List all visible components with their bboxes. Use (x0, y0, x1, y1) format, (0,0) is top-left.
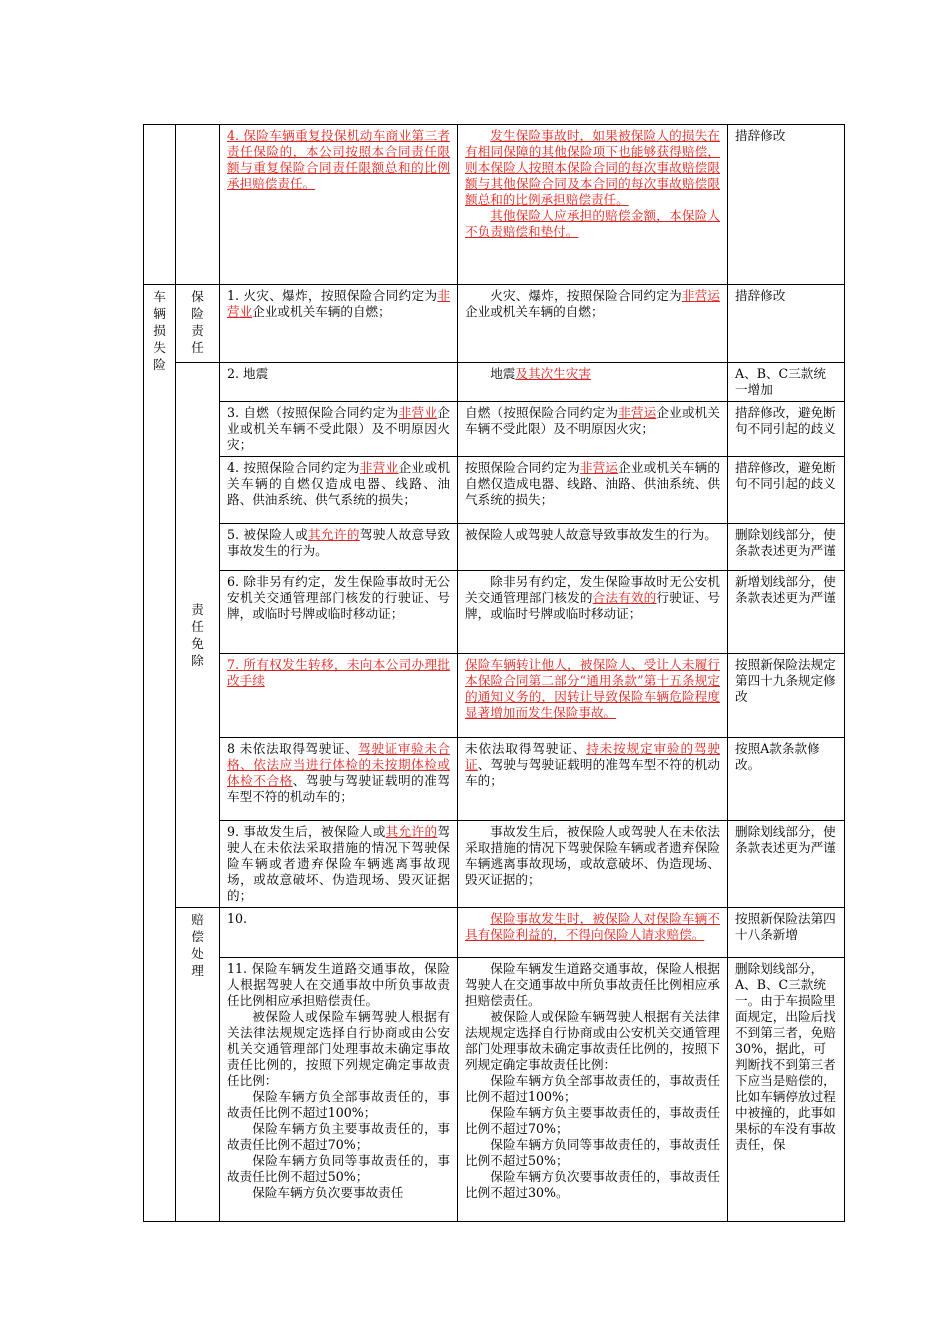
clause-text: 驾驶人故意导致事故发生的行为。 (227, 527, 451, 558)
clause-paragraph: 保险车辆方负次要事故责任 (252, 1185, 404, 1200)
table-row (144, 958, 845, 1222)
revised-text: 非营业 (359, 460, 399, 475)
clause-paragraph: 保险车辆方负同等事故责任的，事故责任比例不超过50%； (465, 1137, 720, 1168)
revised-text: 7. 所有权发生转移，未向本公司办理批改手续 (227, 657, 450, 688)
section-label: 车辆损失险 (153, 289, 166, 372)
new-clause-cell (458, 654, 728, 738)
new-clause-cell (458, 285, 728, 363)
new-clause-cell (458, 457, 728, 524)
revised-text: 非营业 (227, 288, 450, 319)
clause-text: 4. 按照保险合同约定为 (227, 460, 360, 475)
note-cell: 按照新保险法规定第四十九条规定修改 (728, 654, 845, 738)
new-clause-cell (458, 738, 728, 821)
revised-text: 非营运 (618, 405, 657, 420)
clause-text: 9. 事故发生后，被保险人或 (227, 824, 386, 839)
old-clause-cell (220, 363, 458, 402)
old-clause-cell (220, 821, 458, 908)
old-clause-cell (220, 738, 458, 821)
clause-text: 企业或机关车辆的自燃仅造成电器、线路、油路、供油系统、供气系统的损失； (465, 460, 721, 507)
clause-text: 火灾、爆炸，按照保险合同约定为 (490, 288, 682, 303)
clause-paragraph: 被保险人或保险车辆驾驶人根据有关法律法规规定选择自行协商或由公安机关交通管理部门处理事故未确定事故责任比例的，按照下列规定确定事故责任比例： (227, 1009, 450, 1088)
category-cell-empty (176, 125, 220, 285)
clause-text: 事故发生后，被保险人或驾驶人在未依法采取措施的情况下驾驶保险车辆或者遗弃保险车辆逃离事故现场，或故意破坏、伪造现场、毁灭证据的； (465, 824, 720, 887)
clause-paragraph: 保险车辆方负全部事故责任的，事故责任比例不超过100%； (465, 1073, 720, 1104)
old-clause-cell (220, 958, 458, 1222)
old-clause-cell (220, 457, 458, 524)
clause-paragraph: 11. 保险车辆发生道路交通事故，保险人根据驾驶人在交通事故中所负事故责任比例相应承担赔偿责任。 (227, 961, 450, 1008)
old-clause-cell (220, 571, 458, 654)
revised-text: 其允许的 (385, 824, 438, 839)
clause-text: 未依法取得驾驶证、 (465, 741, 587, 756)
revised-text: 其允许的 (308, 527, 360, 542)
category-cell (176, 908, 220, 1222)
clause-paragraph (465, 288, 720, 320)
note-cell: 删除划线部分，使条款表述更为严谨 (728, 524, 845, 571)
exclusion-label: 责任免除 (191, 602, 204, 668)
liability-label: 保险责任 (191, 289, 204, 355)
old-clause-cell (220, 654, 458, 738)
note-cell: 按照A款条款修改。 (728, 738, 845, 821)
revised-text: 4. 保险车辆重复投保机动车商业第三者责任保险的，本公司按照本合同责任限额与重复保险合同责任限额总和的比例承担赔偿责任。 (227, 128, 450, 191)
clause-text: 5. 被保险人或 (227, 527, 309, 542)
new-clause-cell (458, 908, 728, 958)
clause-text: 按照保险合同约定为 (465, 460, 580, 475)
table-row (144, 402, 845, 457)
clause-text: 、驾驶与驾驶证载明的准驾车型不符的机动车的； (465, 757, 721, 788)
old-clause-cell (220, 524, 458, 571)
note-cell: 措辞修改 (728, 125, 845, 285)
clause-text: 地震 (490, 366, 516, 381)
new-clause-cell (458, 363, 728, 402)
clause-text: 3. 自燃（按照保险合同约定为 (227, 405, 399, 420)
clause-text: 企业或机关车辆的自燃； (252, 304, 391, 319)
table-row (144, 908, 845, 958)
clause-paragraph: 保险车辆方负次要事故责任的，事故责任比例不超过30%。 (465, 1169, 720, 1200)
new-clause-cell (458, 524, 728, 571)
clause-paragraph (465, 366, 720, 382)
note-cell: 新增划线部分，使条款表述更为严谨 (728, 571, 845, 654)
clause-text: 、驾驶与驾驶证载明的准驾车型不符的机动车的； (227, 773, 451, 804)
revised-text: 驾驶证审验未合格、依法应当进行体检的未按期体检或体检不合格 (227, 741, 450, 788)
new-clause-cell (458, 402, 728, 457)
note-cell: 措辞修改 (728, 285, 845, 363)
clause-paragraph (465, 911, 720, 943)
section-label-cell (144, 285, 176, 1222)
clause-paragraph: 保险车辆方负主要事故责任的，事故责任比例不超过70%； (465, 1105, 720, 1136)
revised-text: 非营运 (579, 460, 619, 475)
note-cell: 删除划线部分，使条款表述更为严谨 (728, 821, 845, 908)
clause-text: 企业或机关车辆的自燃仅造成电器、线路、油路、供油系统、供气系统的损失； (227, 460, 450, 507)
clause-text: 企业或机关车辆不受此限）及不明原因火灾； (227, 405, 450, 452)
revised-text: 保险事故发生时，被保险人对保险车辆不具有保险利益的，不得向保险人请求赔偿。 (465, 911, 720, 942)
clause-text: 1. 火灾、爆炸，按照保险合同约定为 (227, 288, 438, 303)
clause-comparison-table (143, 124, 845, 1222)
old-clause-cell (220, 125, 458, 285)
table-row (144, 125, 845, 285)
clause-text: 行驶证、号牌，或临时号牌或临时移动证； (465, 590, 721, 621)
table-row (144, 571, 845, 654)
table-row (144, 654, 845, 738)
claims-label: 赔偿处理 (191, 912, 204, 978)
clause-text: 被保险人或驾驶人故意导致事故发生的行为。 (465, 527, 717, 542)
table-row (144, 821, 845, 908)
revised-text: 非营运 (681, 288, 721, 303)
note-cell: A、B、C三款统一增加 (728, 363, 845, 402)
table-row (144, 363, 845, 402)
clause-paragraph (465, 128, 720, 208)
new-clause-cell (458, 821, 728, 908)
clause-text: 10. (227, 911, 248, 926)
new-clause-cell (458, 125, 728, 285)
revised-text: 发生保险事故时，如果被保险人的损失在有相同保障的其他保险项下也能够获得赔偿，则本保险人按照本保险合同的每次事故赔偿限额与其他保险合同及本合同的每次事故赔偿限额总和的比例承担赔偿责任。 (465, 128, 720, 207)
revised-text: 持未按规定审验的驾驶证 (465, 741, 721, 772)
new-clause-cell (458, 958, 728, 1222)
clause-text: 企业或机关车辆的自燃； (465, 304, 604, 319)
clause-text: 8 未依法取得驾驶证、 (227, 741, 359, 756)
clause-text: 2. 地震 (227, 366, 269, 381)
clause-text: 自燃（按照保险合同约定为 (465, 405, 619, 420)
old-clause-cell (220, 402, 458, 457)
note-cell: 按照新保险法第四十八条新增 (728, 908, 845, 958)
note-cell: 措辞修改，避免断句不同引起的歧义 (728, 457, 845, 524)
table-row (144, 457, 845, 524)
clause-text: 6. 除非另有约定，发生保险事故时无公安机关交通管理部门核发的行驶证、号牌，或临时号牌或临时移动证； (227, 574, 450, 621)
revised-text: 非营业 (398, 405, 438, 420)
clause-paragraph: 保险车辆方负主要事故责任的，事故责任比例不超过70%； (227, 1121, 450, 1152)
revised-text: 合法有效的 (592, 590, 657, 605)
revised-text: 保险车辆转让他人，被保险人、受让人未履行本保险合同第二部分“通用条款”第十五条规定的通知义务的，因转让导致保险车辆危险程度显著增加而发生保险事故。 (465, 657, 720, 720)
clause-paragraph (465, 574, 720, 622)
clause-text: 驾驶人在未依法采取措施的情况下驾驶保险车辆或者遗弃保险车辆逃离事故现场，或故意破坏、伪造现场、毁灭证据的； (227, 824, 450, 903)
clause-paragraph: 保险车辆方负全部事故责任的，事故责任比例不超过100%； (227, 1089, 450, 1120)
clause-paragraph (465, 824, 720, 888)
note-cell: 措辞修改，避免断句不同引起的歧义 (728, 402, 845, 457)
clause-paragraph: 保险车辆发生道路交通事故，保险人根据驾驶人在交通事故中所负事故责任比例相应承担赔偿责任。 (465, 961, 720, 1008)
note-cell: 删除划线部分，A、B、C三款统一。由于车损险里面规定，出险后找不到第三者，免赔30%，据此，可判断找不到第三者下应当是赔偿的，比如车辆停放过程中被撞的，此事如果标的车没有事故责任，保 (728, 958, 845, 1222)
section-cell-empty (144, 125, 176, 285)
category-cell (176, 285, 220, 363)
clause-paragraph: 保险车辆方负同等事故责任的，事故责任比例不超过50%； (227, 1153, 450, 1184)
clause-paragraph (465, 208, 720, 240)
old-clause-cell (220, 908, 458, 958)
revised-text: 其他保险人应承担的赔偿金额，本保险人不负责赔偿和垫付。 (465, 208, 720, 239)
revised-text: 及其次生灾害 (515, 366, 591, 381)
old-clause-cell (220, 285, 458, 363)
category-cell (176, 363, 220, 908)
clause-text: 除非另有约定，发生保险事故时无公安机关交通管理部门核发的 (465, 574, 720, 605)
new-clause-cell (458, 571, 728, 654)
table-row (144, 524, 845, 571)
table-row (144, 285, 845, 363)
clause-text: 企业或机关车辆不受此限）及不明原因火灾； (465, 405, 721, 436)
table-row (144, 738, 845, 821)
clause-paragraph: 被保险人或保险车辆驾驶人根据有关法律法规规定选择自行协商或由公安机关交通管理部门处理事故未确定事故责任比例的，按照下列规定确定事故责任比例： (465, 1009, 720, 1072)
